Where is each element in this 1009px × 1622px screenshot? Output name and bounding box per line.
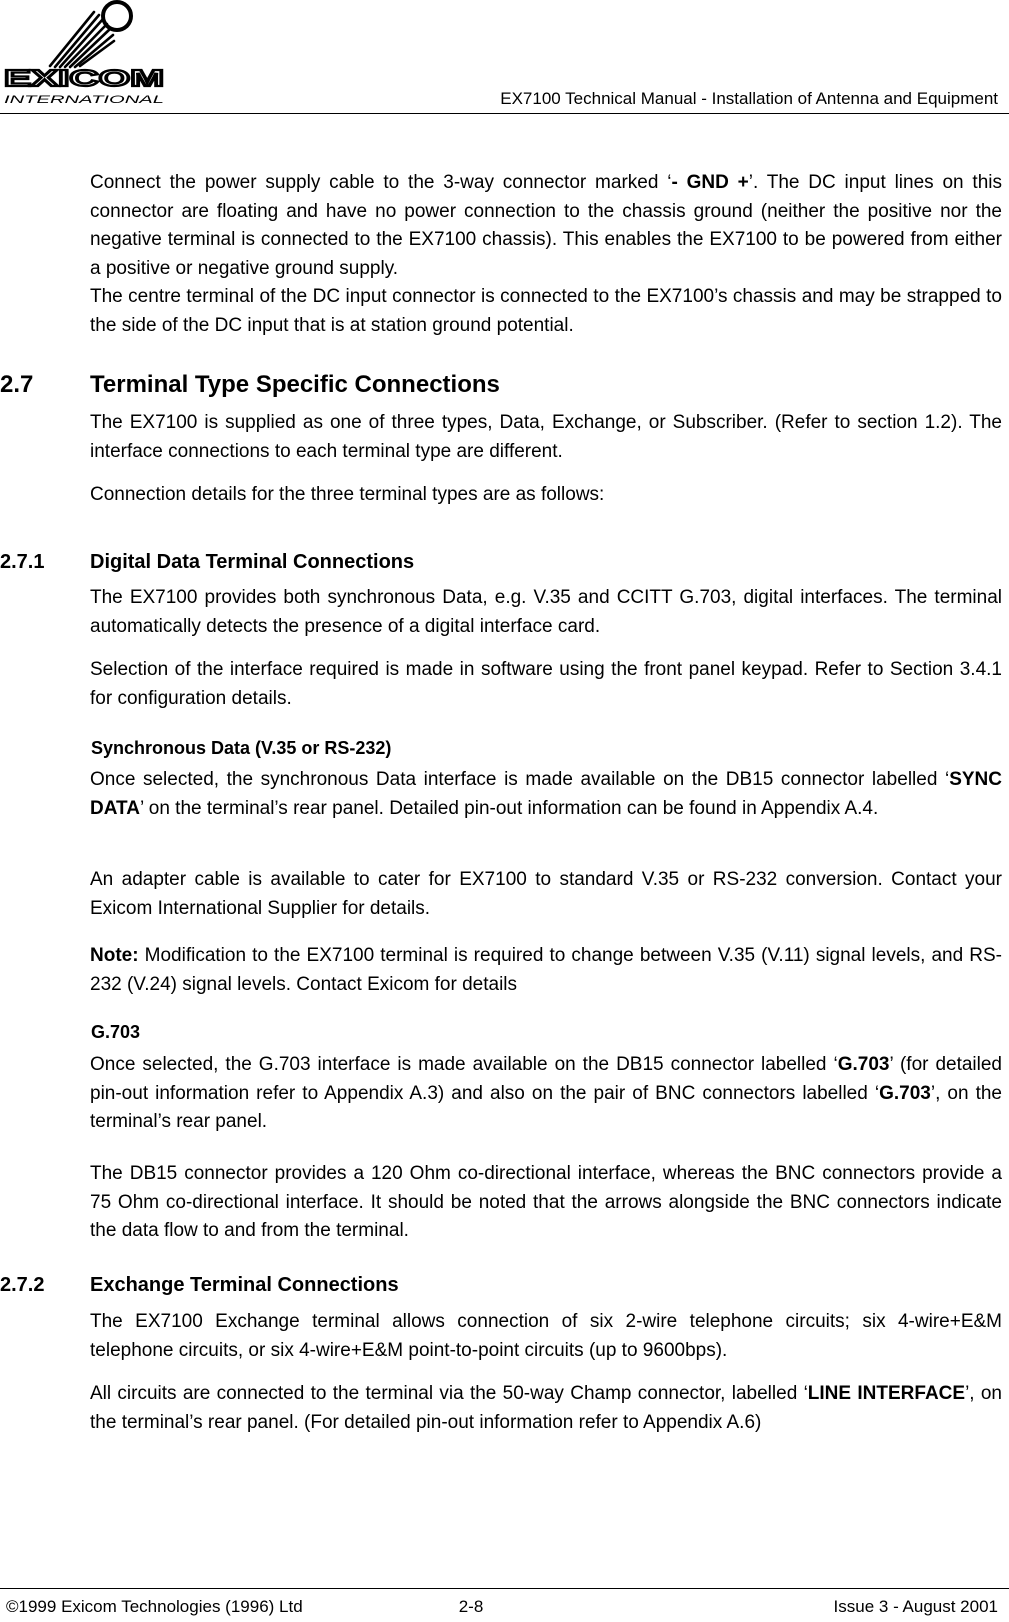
paragraph-note: Note: Modification to the EX7100 terminal is required to change between V.35 (V.11) signal levels, and RS-232 (V.24) signal levels. Contact Exicom for details bbox=[90, 945, 1002, 995]
paragraph-champ-connector: All circuits are connected to the terminal via the 50-way Champ connector, labelled ‘LINE INTERFACE’, on the terminal’s rear panel. (For detailed pin-out information refer to Appendix A.6) bbox=[90, 1383, 1003, 1433]
paragraph-sync-data: Once selected, the synchronous Data interface is made available on the DB15 connector labelled ‘SYNC DATA’ on the terminal’s rear panel. Detailed pin-out information can be found in Appendix A.4. bbox=[90, 769, 1002, 819]
footer-copyright: ©1999 Exicom Technologies (1996) Ltd bbox=[6, 1597, 303, 1616]
document-title: EX7100 Technical Manual - Installation of Antenna and Equipment bbox=[500, 89, 998, 108]
paragraph-db15-bnc: The DB15 connector provides a 120 Ohm co-directional interface, whereas the BNC connectors provide a 75 Ohm co-directional interface. It should be noted that the arrows alongside the BNC connectors indicate the data flow to and from the terminal. bbox=[90, 1163, 1002, 1241]
section-number: 2.7 bbox=[0, 371, 34, 398]
exicom-logo-graphic bbox=[0, 0, 170, 112]
section-title: Terminal Type Specific Connections bbox=[90, 371, 500, 398]
section-title: Exchange Terminal Connections bbox=[90, 1274, 399, 1296]
section-number: 2.7.2 bbox=[0, 1274, 45, 1296]
paragraph-exchange-terminal: The EX7100 Exchange terminal allows connection of six 2-wire telephone circuits; six 4-wire+E&M telephone circuits, or six 4-wire+E&M point-to-point circuits (up to 9600bps). bbox=[90, 1311, 1002, 1361]
header-rule bbox=[0, 113, 1009, 114]
section-title: Digital Data Terminal Connections bbox=[90, 551, 415, 573]
subheading-synchronous-data: Synchronous Data (V.35 or RS-232) bbox=[91, 738, 392, 758]
subheading-g703: G.703 bbox=[91, 1022, 141, 1042]
paragraph-connection-details: Connection details for the three terminal types are as follows: bbox=[90, 484, 605, 505]
paragraph-digital-interfaces: The EX7100 provides both synchronous Data, e.g. V.35 and CCITT G.703, digital interfaces. The terminal automatically detects the presence of a digital interface card. bbox=[90, 587, 1002, 637]
logo-wordmark: EXICOM bbox=[4, 65, 164, 91]
paragraph-interface-selection: Selection of the interface required is made in software using the front panel keypad. Refer to Section 3.4.1 for configuration details. bbox=[90, 659, 1002, 709]
paragraph-centre-terminal: The centre terminal of the DC input connector is connected to the EX7100’s chassis and may be strapped to the side of the DC input that is at station ground potential. bbox=[90, 286, 1002, 336]
paragraph-g703: Once selected, the G.703 interface is made available on the DB15 connector labelled ‘G.703’ (for detailed pin-out information refer to Appendix A.3) and also on the pair of BNC connectors labelled ‘G.703’, on the terminal’s rear panel. bbox=[90, 1054, 1003, 1132]
section-number: 2.7.1 bbox=[0, 551, 45, 573]
paragraph-terminal-types: The EX7100 is supplied as one of three types, Data, Exchange, or Subscriber. (Refer to section 1.2). The interface connections to each terminal type are different. bbox=[90, 412, 1002, 462]
footer-page-number: 2-8 bbox=[458, 1597, 484, 1616]
logo-subtitle: INTERNATIONAL bbox=[4, 94, 164, 106]
exicom-logo bbox=[0, 0, 170, 112]
paragraph-power-supply: Connect the power supply cable to the 3-way connector marked ‘- GND +’. The DC input lines on this connector are floating and have no power connection to the chassis ground (neither the positive nor the negative terminal is connected to the EX7100 chassis). This enables the EX7100 to be powered from either a positive or negative ground supply. bbox=[90, 172, 1002, 279]
footer-rule bbox=[0, 1588, 1009, 1589]
footer-issue: Issue 3 - August 2001 bbox=[833, 1597, 998, 1616]
paragraph-adapter-cable: An adapter cable is available to cater for EX7100 to standard V.35 or RS-232 conversion. Contact your Exicom International Supplier for details. bbox=[90, 869, 1002, 919]
note-label: Note: bbox=[90, 945, 139, 966]
